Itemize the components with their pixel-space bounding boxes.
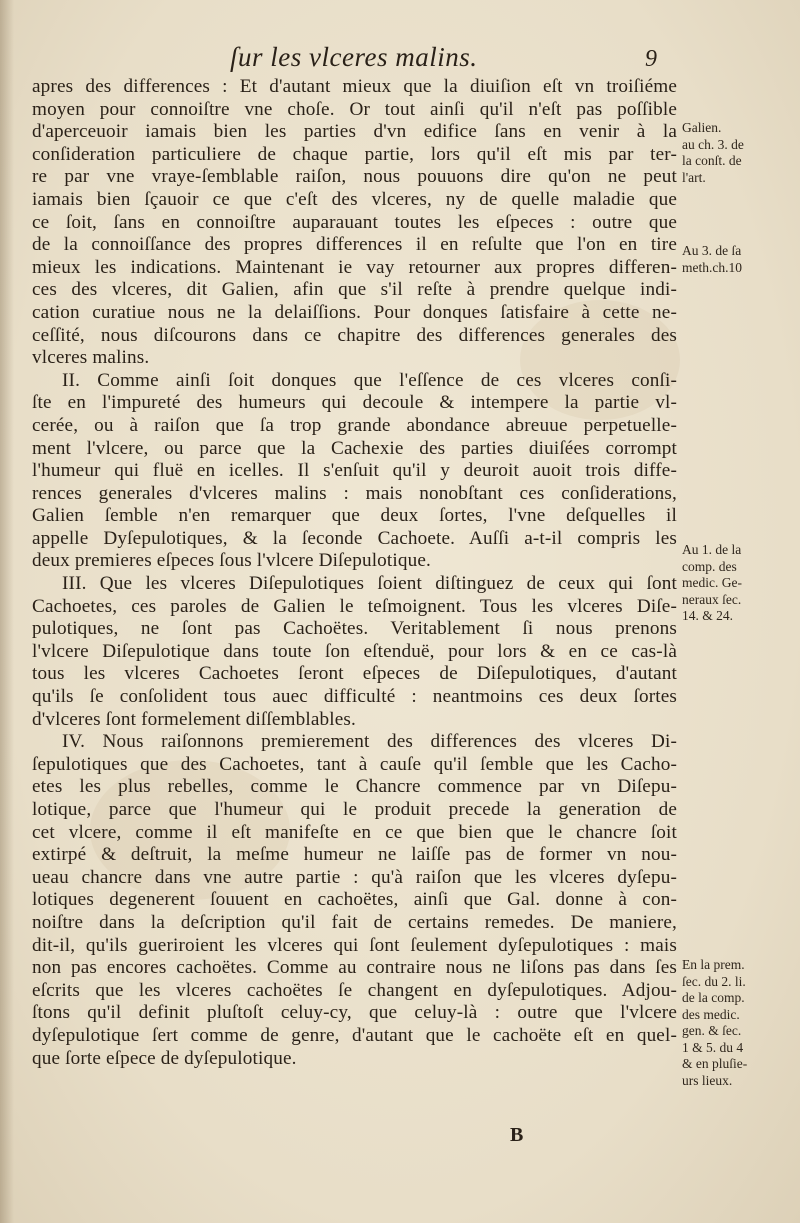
margin-note-line: neraux ſec. bbox=[682, 591, 742, 607]
binding-shadow bbox=[0, 0, 14, 1223]
text-line: lotiques degenerent ſouuent en cachoëtes, ainſi que Gal. donne à con- bbox=[32, 889, 677, 911]
text-line: ueau chancre dans vne autre partie : qu'à raiſon que les vlceres dyſepu- bbox=[32, 866, 677, 888]
text-line: extirpé & deſtruit, la meſme humeur ne laiſſe pas de former vn nou- bbox=[32, 844, 677, 866]
margin-note-line: ſec. du 2. li. bbox=[682, 973, 746, 989]
margin-note-line: medic. Ge- bbox=[682, 575, 742, 590]
margin-note-line: En la prem. bbox=[682, 957, 745, 972]
text-line: Cachoetes, ces paroles de Galien le teſmoignent. Tous les vlceres Diſe- bbox=[32, 595, 677, 617]
margin-note-line: Galien. bbox=[682, 120, 722, 135]
text-line: etes les plus rebelles, comme le Chancre commence par vn Diſepu- bbox=[32, 776, 677, 798]
text-line: dit-il, qu'ils gueriroient les vlceres qui ſont ſeulement dyſepulotiques : mais bbox=[32, 934, 677, 956]
text-line: Galien ſemble n'en remarquer que deux ſortes, l'vne deſquelles il bbox=[32, 505, 677, 527]
page-number: 9 bbox=[645, 46, 657, 72]
text-line: l'vlcere Diſepulotique dans toute ſon eſtenduë, pour lors & en ce cas-là bbox=[32, 640, 677, 662]
margin-note-3 bbox=[682, 542, 794, 625]
text-line: tous les vlceres Cachoetes ſeront eſpeces de Diſepulotiques, d'autant bbox=[32, 663, 677, 685]
text-line: ſtons qu'il definit pluſtoſt celuy-cy, que celuy-là : outre que l'vlcere bbox=[32, 1002, 677, 1024]
text-line: rences generales d'vlceres malins : mais nonobſtant ces conſiderations, bbox=[32, 482, 677, 504]
margin-note-4 bbox=[682, 957, 794, 1089]
margin-note-line: de la comp. bbox=[682, 990, 745, 1005]
text-line: dyſepulotique ſert comme de genre, d'autant que le cachoëte eſt en quel- bbox=[32, 1024, 677, 1046]
margin-note-line: & en pluſie- bbox=[682, 1056, 748, 1071]
text-line: IV. Nous raiſonnons premierement des differences des vlceres Di- bbox=[62, 731, 677, 753]
margin-note-line: l'art. bbox=[682, 169, 706, 185]
margin-note-line: 1 & 5. du 4 bbox=[682, 1039, 744, 1055]
text-line: re par vne vraye-ſemblable raiſon, nous pouuons dire qu'on ne peut bbox=[32, 166, 677, 188]
text-line: ces des vlceres, dit Galien, afin que s'il reſte à prendre quelque indi- bbox=[32, 279, 677, 301]
text-line: apres des differences : Et d'autant mieux que la diuiſion eſt vn troiſiéme bbox=[32, 76, 677, 97]
margin-note-line: des medic. bbox=[682, 1006, 740, 1022]
text-line: iamais bien ſçauoir ce que c'eſt des vlceres, ny de quelle maladie que bbox=[32, 188, 677, 210]
margin-note-line: 14. & 24. bbox=[682, 608, 734, 623]
main-text bbox=[32, 76, 677, 1070]
text-line: non pas encores cachoëtes. Comme au contraire nous ne liſons pas dans ſes bbox=[32, 957, 677, 979]
text-line: ſte en l'impureté des humeurs qui decoule & intempere la partie vl- bbox=[32, 392, 677, 414]
text-line: deux premieres eſpeces ſous l'vlcere Diſepulotique. bbox=[32, 550, 431, 572]
text-line: de la connoiſſance des propres differences il en reſulte que l'on en tire bbox=[32, 234, 677, 256]
text-line: lotique, parce que l'humeur qui le produit precede la generation de bbox=[32, 799, 677, 820]
text-line: appelle Dyſepulotiques, & la ſeconde Cachoete. Auſſi a-t-il compris les bbox=[32, 527, 677, 549]
signature-mark: B bbox=[510, 1124, 524, 1146]
margin-note-1 bbox=[682, 120, 794, 186]
margin-note-line: urs lieux. bbox=[682, 1072, 733, 1088]
text-line: conſideration particuliere de chaque partie, lors qu'il eſt mis par ter- bbox=[32, 143, 677, 165]
margin-note-line: gen. & ſec. bbox=[682, 1023, 742, 1038]
margin-note-line: meth.ch.10 bbox=[682, 259, 742, 275]
text-line: III. Que les vlceres Diſepulotiques ſoient diſtinguez de ceux qui ſont bbox=[62, 573, 677, 595]
text-line: l'humeur qui fluë en icelles. Il s'enſuit qu'il y deuroit auoit trois diffe- bbox=[32, 460, 677, 482]
margin-note-line: la conſt. de bbox=[682, 153, 742, 168]
text-line: cation curatiue nous ne la delaiſſions. Pour donques ſatisfaire à cette ne- bbox=[32, 301, 677, 323]
text-line: noiſtre dans la deſcription qu'il fait de certains remedes. De maniere, bbox=[32, 911, 677, 933]
text-line: cet vlcere, comme il eſt manifeſte en ce que bien que le chancre ſoit bbox=[32, 821, 677, 843]
text-line: II. Comme ainſi ſoit donques que l'eſſence de ces vlceres conſi- bbox=[62, 369, 677, 391]
margin-note-line: comp. des bbox=[682, 558, 737, 574]
text-line: ſepulotiques que des Cachoetes, tant à cauſe qu'il ſemble que les Cacho- bbox=[32, 753, 677, 775]
margin-note-line: Au 1. de la bbox=[682, 542, 742, 557]
margin-note-line: Au 3. de ſa bbox=[682, 243, 742, 258]
margin-note-line: au ch. 3. de bbox=[682, 136, 744, 152]
running-title: ſur les vlceres malins. bbox=[230, 42, 478, 72]
text-line: que ſorte eſpece de dyſepulotique. bbox=[32, 1047, 297, 1069]
text-line: ment l'vlcere, ou parce que la Cachexie des parties diuiſées corrompt bbox=[32, 437, 677, 459]
text-line: eſcrits que les vlceres cachoëtes ſe changent en dyſepulotiques. Adjou- bbox=[32, 979, 677, 1001]
text-line: ce ſoit, ſans en connoiſtre auparauant toutes les eſpeces : outre que bbox=[32, 211, 677, 233]
text-line: d'aperceuoir iamais bien les parties d'vn edifice ſans en venir à la bbox=[32, 121, 677, 143]
text-line: mieux les indications. Maintenant ie vay retourner aux propres differen- bbox=[32, 256, 677, 278]
text-line: qu'ils ſe conſolident tous auec difficulté : neantmoins ces deux ſortes bbox=[32, 686, 677, 708]
text-line: d'vlceres ſont formelement diſſemblables. bbox=[32, 708, 356, 730]
text-line: vlceres malins. bbox=[32, 347, 150, 369]
text-line: pulotiques, ne ſont pas Cachoëtes. Veritablement ſi nous prenons bbox=[32, 618, 677, 640]
text-line: moyen pour connoiſtre vne choſe. Or tout ainſi qu'il n'eſt pas poſſible bbox=[32, 98, 677, 120]
text-line: ceſſité, nous diſcourons dans ce chapitre des differences generales des bbox=[32, 324, 677, 346]
margin-note-2 bbox=[682, 243, 794, 276]
text-line: cerée, ou à raiſon que ſa trop grande abondance abreuue perpetuelle- bbox=[32, 414, 677, 436]
